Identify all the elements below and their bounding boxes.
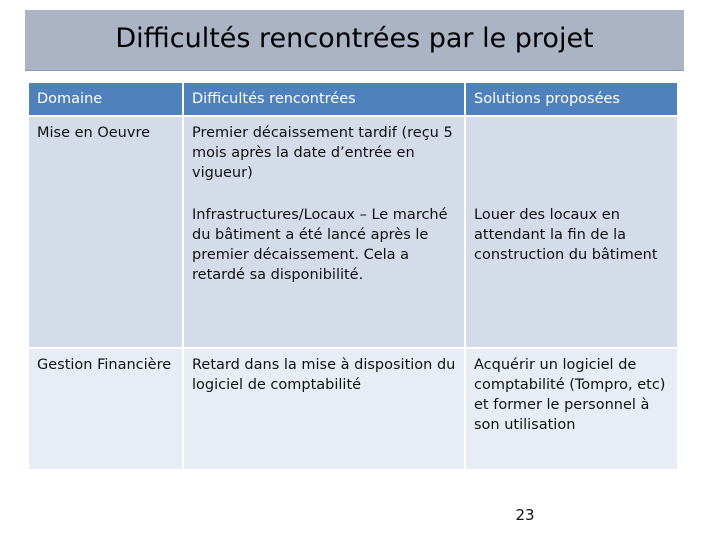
cell-difficulty: Premier décaissement tardif (reçu 5 mois après la date d’entrée en vigueur) [183, 116, 465, 199]
title-bar [25, 10, 684, 71]
slide-title: Difficultés rencontrées par le projet [115, 23, 594, 54]
header-solutions: Solutions proposées [465, 83, 677, 116]
table-row [29, 116, 677, 199]
header-domain: Domaine [29, 83, 183, 116]
table-header-row [29, 83, 677, 116]
difficulties-table [29, 83, 677, 469]
cell-difficulty: Infrastructures/Locaux – Le marché du bâtiment a été lancé après le premier décaissement. Cela a retardé sa disponibilité. [183, 199, 465, 348]
page-number: 23 [515, 506, 535, 524]
header-difficulties: Difficultés rencontrées [183, 83, 465, 116]
cell-solution: Louer des locaux en attendant la fin de la construction du bâtiment [465, 199, 677, 348]
cell-domain: Gestion Financière [29, 348, 183, 469]
cell-solution: Acquérir un logiciel de comptabilité (Tompro, etc) et former le personnel à son utilisation [465, 348, 677, 469]
table-row [29, 348, 677, 469]
cell-difficulty: Retard dans la mise à disposition du logiciel de comptabilité [183, 348, 465, 469]
cell-domain: Mise en Oeuvre [29, 116, 183, 348]
cell-solution [465, 116, 677, 199]
